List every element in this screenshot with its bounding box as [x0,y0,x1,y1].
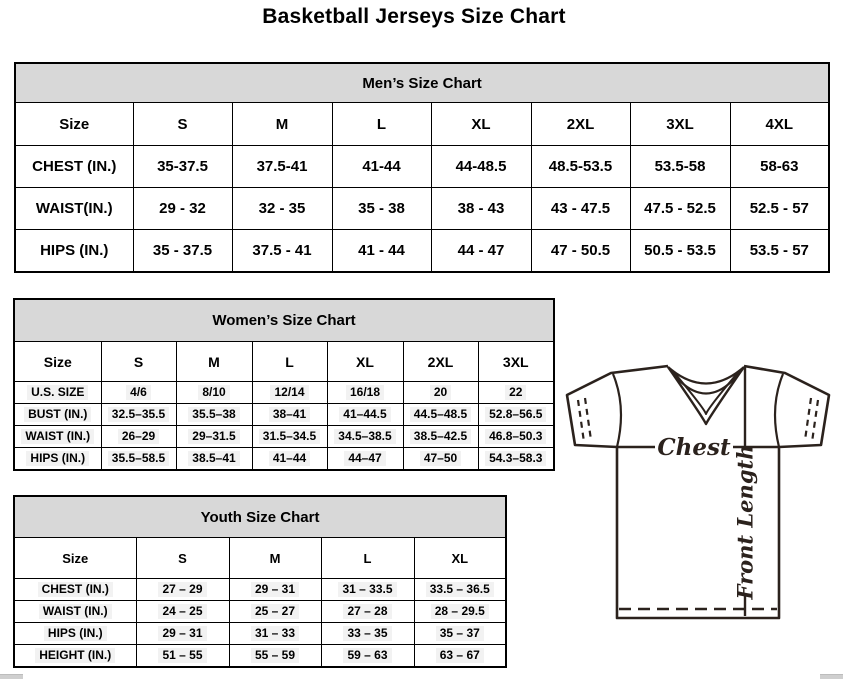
mens-col-3xl: 3XL [630,103,730,146]
cell-text: 33 – 35 [343,626,391,640]
cell-text: 28 – 29.5 [431,604,489,618]
cell-text: 12/14 [270,385,308,399]
cell-text: 47–50 [420,451,461,465]
cell-text: 38.5–42.5 [410,429,471,443]
youth-chart-title-row [14,496,506,538]
cell: 37.5-41 [232,146,332,188]
row-label-us-size [14,382,101,404]
cell: 41-44 [332,146,431,188]
cell-text: 38–41 [269,407,310,421]
left-sleeve-seam [613,374,621,447]
youth-col-s: S [136,538,229,579]
chest-label: Chest [657,434,731,461]
cell: 47 - 50.5 [531,230,630,273]
cell-text: 41–44.5 [339,407,390,421]
cell-text: WAIST (IN.) [21,429,94,443]
womens-col-m: M [176,342,252,382]
womens-col-xl: XL [327,342,403,382]
row-label-waist [14,426,101,448]
womens-size-header: Size [14,342,101,382]
cell: 41 - 44 [332,230,431,273]
youth-size-chart-table [13,495,507,668]
cell [252,382,327,404]
cell: 50.5 - 53.5 [630,230,730,273]
row-label-chest [14,579,136,601]
cell [136,601,229,623]
row-label-height [14,645,136,668]
cell [327,382,403,404]
cell [229,579,321,601]
cell [101,426,176,448]
cell-text: 59 – 63 [343,648,391,662]
front-length-label: Front Length [732,444,758,600]
row-label-hips: HIPS (IN.) [15,230,133,273]
mens-col-m: M [232,103,332,146]
cell-text: 46.8–50.3 [485,429,546,443]
cell-text: 41–44 [269,451,310,465]
cell: 47.5 - 52.5 [630,188,730,230]
cell-text: 29–31.5 [188,429,239,443]
row-label-bust [14,404,101,426]
cell-text: 4/6 [126,385,151,399]
cell [176,448,252,471]
cell-text: 31 – 33.5 [338,582,396,596]
row-label-chest: CHEST (IN.) [15,146,133,188]
cell: 52.5 - 57 [730,188,829,230]
cell: 35-37.5 [133,146,232,188]
cell-text: 44–47 [344,451,385,465]
youth-size-header-row [14,538,506,579]
mens-chest-row [15,146,829,188]
womens-col-3xl: 3XL [478,342,554,382]
womens-chart-title-row [14,299,554,342]
row-label-hips [14,448,101,471]
cell: 29 - 32 [133,188,232,230]
youth-col-m: M [229,538,321,579]
mens-col-xl: XL [431,103,531,146]
cell [252,448,327,471]
mens-chart-title-row [15,63,829,103]
cell: 32 - 35 [232,188,332,230]
cell: 53.5 - 57 [730,230,829,273]
cell [136,623,229,645]
mens-col-4xl: 4XL [730,103,829,146]
cell-text: 31 – 33 [251,626,299,640]
right-cuff-dashes [805,398,818,442]
cell-text: U.S. SIZE [27,385,88,399]
youth-col-xl: XL [414,538,506,579]
mens-col-s: S [133,103,232,146]
cell-text: 35 – 37 [436,626,484,640]
cell-text: 34.5–38.5 [334,429,395,443]
cell: 48.5-53.5 [531,146,630,188]
cell-text: 55 – 59 [251,648,299,662]
cell-text: 51 – 55 [158,648,206,662]
cell [478,404,554,426]
cell-text: 38.5–41 [188,451,239,465]
cell-text: 31.5–34.5 [259,429,320,443]
cell [229,623,321,645]
row-label-waist: WAIST(IN.) [15,188,133,230]
cell: 35 - 38 [332,188,431,230]
right-sleeve-seam [775,374,783,447]
cell-text: 33.5 – 36.5 [426,582,494,596]
mens-size-header: Size [15,103,133,146]
mens-col-2xl: 2XL [531,103,630,146]
cell-text: 29 – 31 [251,582,299,596]
cell-text: 35.5–58.5 [108,451,169,465]
cell [403,382,478,404]
cell: 37.5 - 41 [232,230,332,273]
horizontal-scrollbar-left-button[interactable] [0,674,23,679]
cell [403,426,478,448]
cell [229,601,321,623]
youth-col-l: L [321,538,414,579]
youth-height-row [14,645,506,668]
cell: 44-48.5 [431,146,531,188]
cell [229,645,321,668]
cell: 58-63 [730,146,829,188]
cell [176,426,252,448]
womens-size-header-row [14,342,554,382]
cell-text: 52.8–56.5 [485,407,546,421]
page-title: Basketball Jerseys Size Chart [262,5,566,28]
cell-text: 32.5–35.5 [108,407,169,421]
cell-text: CHEST (IN.) [38,582,113,596]
cell-text: 22 [505,385,526,399]
cell [101,382,176,404]
cell: 38 - 43 [431,188,531,230]
cell [321,623,414,645]
cell-text: 63 – 67 [436,648,484,662]
cell [176,382,252,404]
cell [321,579,414,601]
cell [252,426,327,448]
womens-bust-row [14,404,554,426]
mens-size-header-row [15,103,829,146]
cell [252,404,327,426]
womens-size-chart-table [13,298,555,471]
youth-chart-title: Youth Size Chart [14,496,506,538]
cell-text: 24 – 25 [158,604,206,618]
cell-text: 35.5–38 [188,407,239,421]
cell-text: BUST (IN.) [24,407,91,421]
cell [414,579,506,601]
cell [136,579,229,601]
cell: 43 - 47.5 [531,188,630,230]
cell-text: HIPS (IN.) [44,626,107,640]
horizontal-scrollbar-right-button[interactable] [820,674,843,679]
cell-text: HIPS (IN.) [26,451,89,465]
youth-chest-row [14,579,506,601]
cell [478,382,554,404]
youth-waist-row [14,601,506,623]
cell: 44 - 47 [431,230,531,273]
left-cuff-dashes [578,398,591,442]
cell [176,404,252,426]
mens-col-l: L [332,103,431,146]
cell [478,426,554,448]
row-label-waist [14,601,136,623]
cell [321,601,414,623]
cell-text: WAIST (IN.) [39,604,112,618]
cell-text: HEIGHT (IN.) [35,648,115,662]
cell-text: 25 – 27 [251,604,299,618]
cell [321,645,414,668]
cell [414,601,506,623]
cell-text: 27 – 28 [343,604,391,618]
cell-text: 20 [430,385,451,399]
cell-text: 44.5–48.5 [410,407,471,421]
womens-col-s: S [101,342,176,382]
cell [327,448,403,471]
youth-size-header: Size [14,538,136,579]
womens-col-l: L [252,342,327,382]
cell-text: 54.3–58.3 [485,451,546,465]
cell [327,404,403,426]
cell-text: 8/10 [198,385,229,399]
youth-hips-row [14,623,506,645]
womens-col-2xl: 2XL [403,342,478,382]
mens-size-chart-table [14,62,830,273]
mens-waist-row [15,188,829,230]
row-label-hips [14,623,136,645]
cell-text: 27 – 29 [158,582,206,596]
cell [403,404,478,426]
cell [478,448,554,471]
cell-text: 26–29 [118,429,159,443]
cell-text: 29 – 31 [158,626,206,640]
cell: 53.5-58 [630,146,730,188]
womens-chart-title: Women’s Size Chart [14,299,554,342]
jersey-outline [567,366,829,618]
mens-hips-row [15,230,829,273]
cell [327,426,403,448]
cell [414,623,506,645]
womens-ussize-row [14,382,554,404]
cell-text: 16/18 [346,385,384,399]
womens-waist-row [14,426,554,448]
cell [403,448,478,471]
cell [414,645,506,668]
womens-hips-row [14,448,554,471]
cell: 35 - 37.5 [133,230,232,273]
cell [101,448,176,471]
cell [101,404,176,426]
cell [136,645,229,668]
jersey-measurement-diagram [558,356,843,626]
mens-chart-title: Men’s Size Chart [15,63,829,103]
